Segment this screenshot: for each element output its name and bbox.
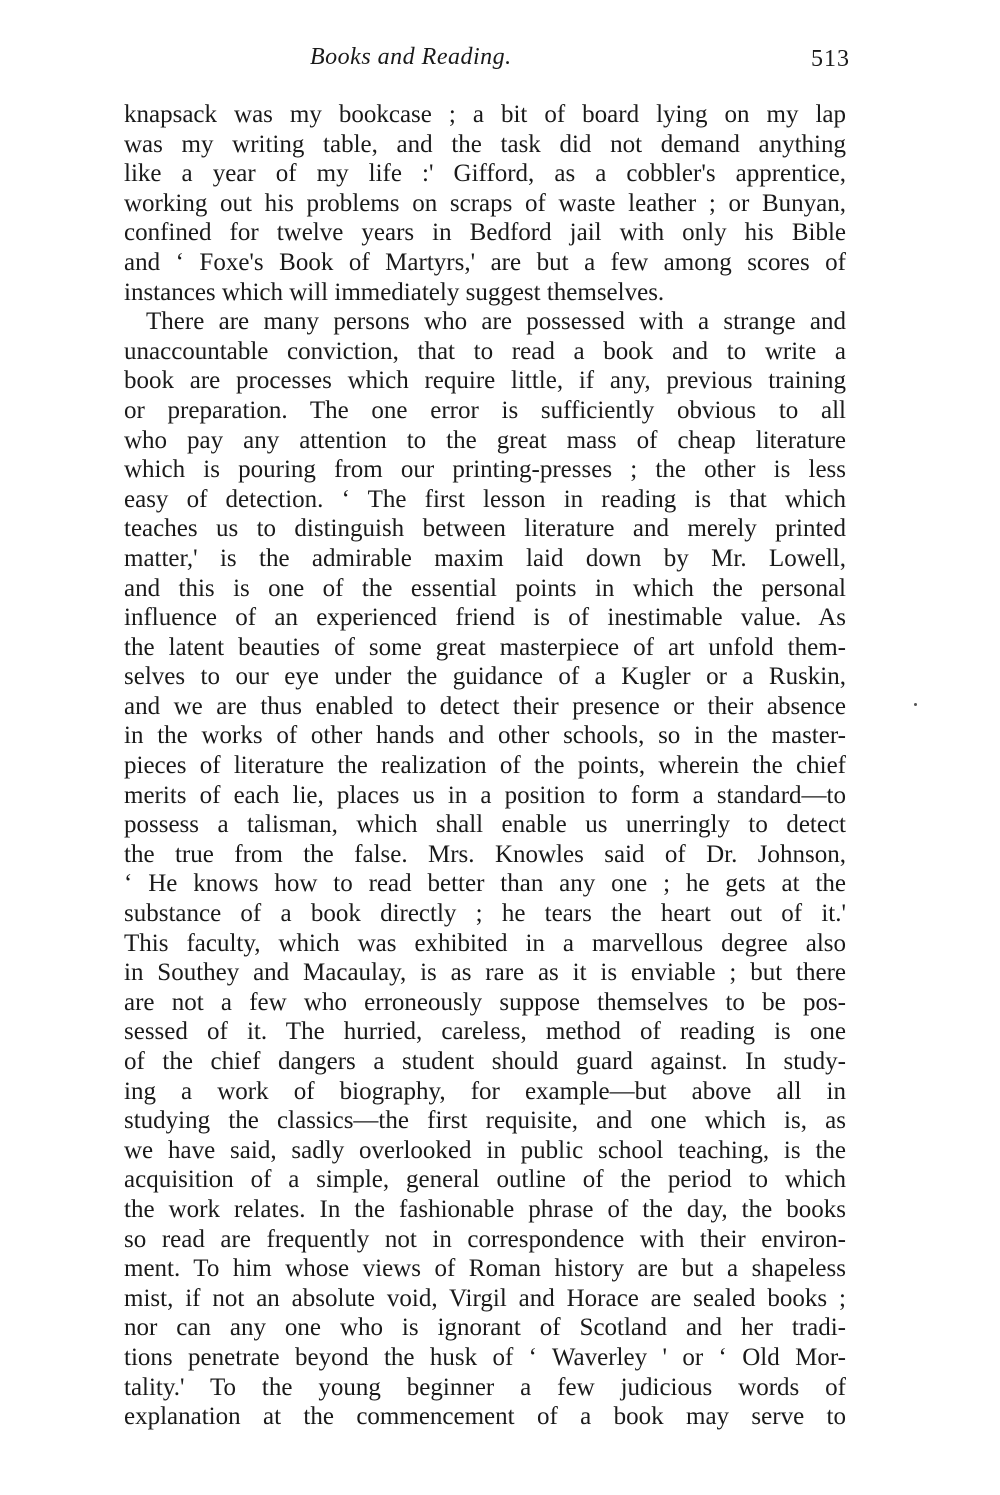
text-line: so read are frequently not in correspondence with their environ-	[124, 1225, 846, 1253]
text-line: was my writing table, and the task did not demand anything	[124, 130, 846, 158]
text-line: book are processes which require little, if any, previous training	[124, 367, 846, 395]
text-line: and this is one of the essential points in which the personal	[124, 574, 846, 602]
text-line: This faculty, which was exhibited in a marvellous degree also	[124, 929, 846, 957]
text-line: ‘ He knows how to read better than any one ; he gets at the	[124, 870, 846, 898]
text-line: and ‘ Foxe's Book of Martyrs,' are but a few among scores of	[124, 248, 846, 276]
text-line: are not a few who erroneously suppose themselves to be pos-	[124, 988, 846, 1016]
text-line: the work relates. In the fashionable phrase of the day, the books	[124, 1195, 846, 1223]
text-line: instances which will immediately suggest themselves.	[124, 278, 665, 306]
text-line: teaches us to distinguish between literature and merely printed	[124, 515, 846, 543]
text-line: influence of an experienced friend is of inestimable value. As	[124, 604, 846, 632]
text-line: possess a talisman, which shall enable us unerringly to detect	[124, 811, 846, 839]
text-line: acquisition of a simple, general outline of the period to which	[124, 1166, 846, 1194]
text-line: matter,' is the admirable maxim laid down by Mr. Lowell,	[124, 544, 846, 572]
text-line: or preparation. The one error is sufficiently obvious to all	[124, 396, 846, 424]
text-line: nor can any one who is ignorant of Scotland and her tradi-	[124, 1314, 846, 1342]
text-line: who pay any attention to the great mass of cheap literature	[124, 426, 846, 454]
text-line: we have said, sadly overlooked in public school teaching, is the	[124, 1136, 846, 1164]
paragraph-start-line: There are many persons who are possessed with a strange and	[146, 308, 846, 336]
text-line: sessed of it. The hurried, careless, method of reading is one	[124, 1018, 846, 1046]
text-line: pieces of literature the realization of the points, wherein the chief	[124, 752, 846, 780]
text-line: which is pouring from our printing-presses ; the other is less	[124, 456, 846, 484]
text-line: explanation at the commencement of a book may serve to	[124, 1403, 846, 1431]
text-line: unaccountable conviction, that to read a book and to write a	[124, 337, 846, 365]
text-line: in the works of other hands and other schools, so in the master-	[124, 722, 846, 750]
text-line: merits of each lie, places us in a position to form a standard—to	[124, 781, 846, 809]
text-line: of the chief dangers a student should guard against. In study-	[124, 1048, 846, 1075]
page-number: 513	[811, 46, 850, 72]
text-line: studying the classics—the first requisite, and one which is, as	[124, 1107, 846, 1135]
text-line: working out his problems on scraps of waste leather ; or Bunyan,	[124, 189, 846, 217]
text-line: easy of detection. ‘ The first lesson in reading is that which	[124, 485, 846, 513]
text-line: the true from the false. Mrs. Knowles said of Dr. Johnson,	[124, 840, 846, 868]
text-line: tality.' To the young beginner a few judicious words of	[124, 1373, 846, 1401]
text-line: the latent beauties of some great masterpiece of art unfold them-	[124, 633, 846, 661]
text-line: like a year of my life :' Gifford, as a cobbler's apprentice,	[124, 160, 846, 188]
text-line: in Southey and Macaulay, is as rare as it is enviable ; but there	[124, 959, 846, 987]
text-line: substance of a book directly ; he tears the heart out of it.'	[124, 900, 846, 928]
text-line: selves to our eye under the guidance of a Kugler or a Ruskin,	[124, 663, 846, 691]
text-line: ment. To him whose views of Roman history are but a shapeless	[124, 1255, 846, 1283]
text-line: tions penetrate beyond the husk of ‘ Waverley ' or ‘ Old Mor-	[124, 1343, 846, 1371]
scan-speck	[914, 703, 917, 706]
text-line: and we are thus enabled to detect their presence or their absence	[124, 692, 846, 720]
text-line: knapsack was my bookcase ; a bit of board lying on my lap	[124, 101, 846, 128]
body-text	[124, 100, 846, 1432]
text-line: ing a work of biography, for example—but above all in	[124, 1077, 846, 1105]
text-line: confined for twelve years in Bedford jail with only his Bible	[124, 219, 846, 247]
running-title: Books and Reading.	[310, 44, 512, 70]
running-head	[124, 44, 850, 78]
text-line: mist, if not an absolute void, Virgil and Horace are sealed books ;	[124, 1284, 846, 1312]
